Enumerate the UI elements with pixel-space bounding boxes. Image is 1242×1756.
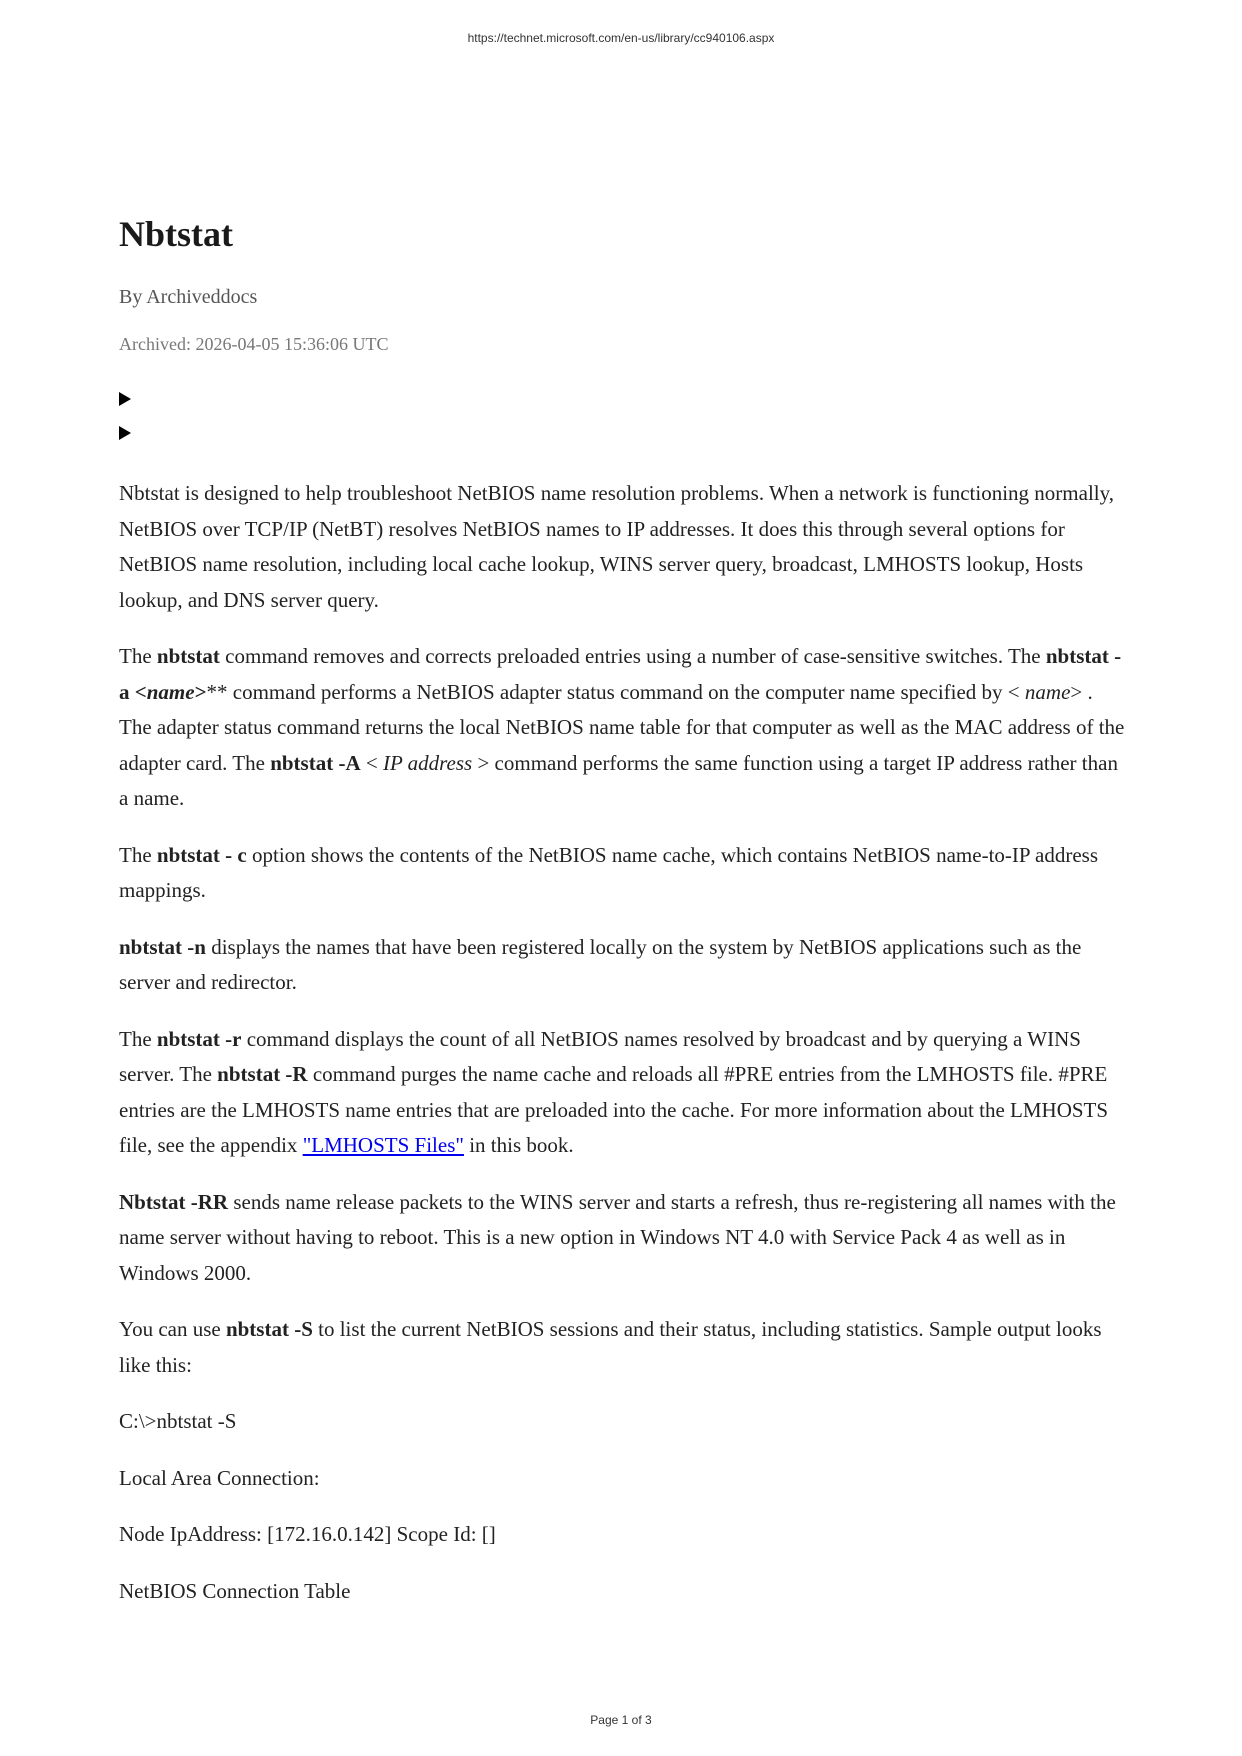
sample-command: C:\>nbtstat -S [119, 1409, 237, 1433]
paragraph-cache [119, 838, 1129, 909]
text: sends name release packets to the WINS server and starts a refresh, thus re-registering all names with the name server without having to reboot. This is a new option in Windows NT 4.0 with Service Pack 4 as well as in Windows 2000. [119, 1189, 1116, 1285]
command-close: > [194, 679, 207, 704]
text: in this book. [463, 1133, 574, 1157]
text: to list the current NetBIOS sessions and their status, including statistics. Sample output looks like this: [119, 1317, 1102, 1377]
text: command purges the name cache and reloads all #PRE entries from the LMHOSTS file. #PRE entries are the LMHOSTS name entries that are preloaded into the cache. For more information about the LMHOSTS file, see the appendix [119, 1062, 1109, 1157]
command-nbtstat-R: nbtstat -R [217, 1062, 308, 1086]
details-toggle-2[interactable] [119, 416, 1129, 450]
ip-address-param: IP address [382, 750, 473, 775]
source-url: https://technet.microsoft.com/en-us/library/cc940106.aspx [467, 31, 775, 45]
paragraph-resolved [119, 1022, 1129, 1164]
command-nbtstat-S: nbtstat -S [225, 1317, 313, 1341]
disclosure-triangle-icon[interactable] [119, 426, 131, 440]
byline: By Archiveddocs [119, 286, 258, 308]
command-nbtstat-r: nbtstat -r [156, 1026, 242, 1051]
text: ** command performs a NetBIOS adapter status command on the computer name specified by < [206, 679, 1025, 704]
text: > command performs the same function using a target IP address rather than a name. [119, 750, 1118, 810]
paragraph-switches [119, 639, 1129, 817]
command-nbtstat: nbtstat [156, 644, 220, 668]
lmhosts-files-link[interactable]: "LMHOSTS Files" [302, 1133, 464, 1157]
archived-timestamp: Archived: 2026-04-05 15:36:06 UTC [119, 334, 389, 354]
sample-table-title: NetBIOS Connection Table [119, 1578, 351, 1603]
text: command removes and corrects preloaded entries using a number of case-sensitive switches. The [219, 644, 1046, 668]
text: < [360, 750, 383, 775]
command-nbtstat-n: nbtstat -n [119, 934, 206, 959]
command-nbtstat-a: nbtstat - a < [119, 644, 1122, 704]
paragraph-names [119, 930, 1129, 1001]
text: displays the names that have been registered locally on the system by NetBIOS applications such as the server and redirector. [119, 934, 1082, 994]
text: You can use [119, 1317, 226, 1341]
name-param: name [1024, 679, 1071, 704]
text: The [119, 1026, 157, 1051]
paragraph-intro: Nbtstat is designed to help troubleshoot NetBIOS name resolution problems. When a network is functioning normally, NetBIOS over TCP/IP (NetBT) resolves NetBIOS names to IP addresses. It does this through several options for NetBIOS name resolution, including local cache lookup, WINS server query, broadcast, LMHOSTS lookup, Hosts lookup, and DNS server query. [119, 481, 1115, 612]
article [119, 212, 1129, 1609]
details-toggles [119, 382, 1129, 450]
sample-connection: Local Area Connection: [119, 1465, 320, 1490]
text: The [119, 644, 157, 668]
command-nbtstat-RR: Nbtstat -RR [119, 1189, 229, 1214]
name-param: name [146, 679, 195, 704]
page-number: Page 1 of 3 [590, 1713, 652, 1727]
paragraph-sessions [119, 1312, 1129, 1383]
command-nbtstat-A: nbtstat -A [270, 750, 361, 775]
text: The [119, 842, 157, 867]
details-toggle-1[interactable] [119, 382, 1129, 416]
disclosure-triangle-icon[interactable] [119, 392, 131, 406]
text: command displays the count of all NetBIOS names resolved by broadcast and by querying a WINS server. The [119, 1026, 1081, 1086]
command-nbtstat-c: nbtstat - c [156, 842, 247, 867]
text: option shows the contents of the NetBIOS name cache, which contains NetBIOS name-to-IP address mappings. [119, 842, 1099, 902]
page-title: Nbtstat [119, 214, 233, 254]
sample-node: Node IpAddress: [172.16.0.142] Scope Id: [] [119, 1522, 496, 1546]
text: > . The adapter status command returns the local NetBIOS name table for that computer as well as the MAC address of the adapter card. The [119, 679, 1125, 775]
paragraph-release [119, 1185, 1129, 1292]
